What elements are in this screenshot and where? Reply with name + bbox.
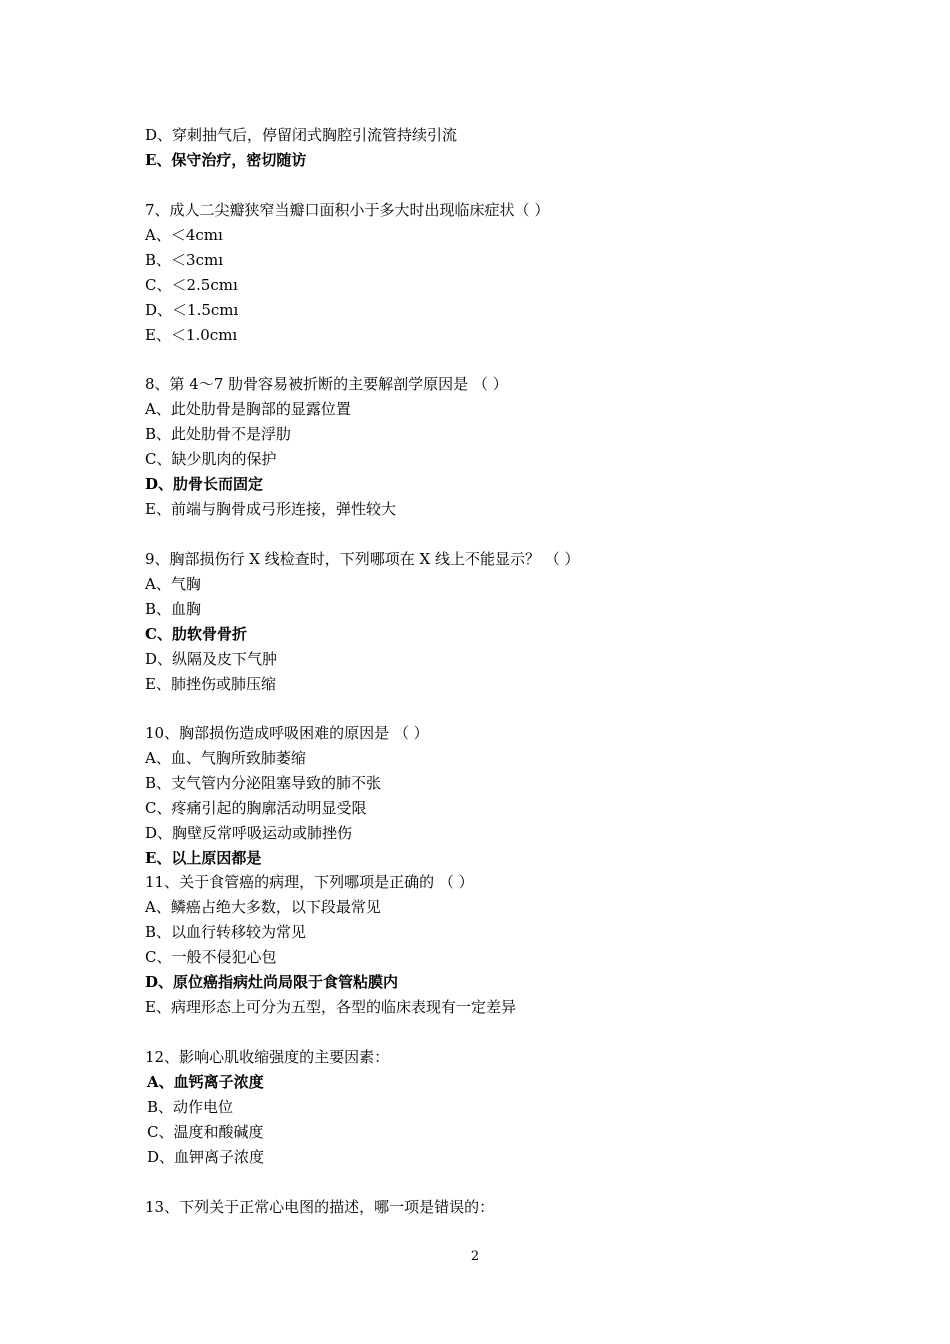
q10-option-b: B、支气管内分泌阻塞导致的肺不张 xyxy=(145,774,382,792)
q11-option-b: B、以血行转移较为常见 xyxy=(145,923,307,941)
q9-option-c-answer: C、肋软骨骨折 xyxy=(145,625,247,643)
q11-option-a: A、鳞癌占绝大多数，以下段最常见 xyxy=(145,898,381,916)
q11-stem: 11、关于食管癌的病理，下列哪项是正确的 （ ） xyxy=(145,873,474,891)
q8-option-e: E、前端与胸骨成弓形连接，弹性较大 xyxy=(145,500,396,518)
q7-option-a: A、＜4cmı xyxy=(145,226,223,244)
q12-option-c: C、温度和酸碱度 xyxy=(147,1123,264,1141)
q8-option-b: B、此处肋骨不是浮肋 xyxy=(145,425,292,443)
q9-option-a: A、气胸 xyxy=(145,575,201,593)
q8-option-c: C、缺少肌肉的保护 xyxy=(145,450,277,468)
q10-stem: 10、胸部损伤造成呼吸困难的原因是 （ ） xyxy=(145,724,429,742)
q7-option-e: E、＜1.0cmı xyxy=(145,326,238,344)
q7-option-c: C、＜2.5cmı xyxy=(145,276,238,294)
q10-option-e-answer: E、以上原因都是 xyxy=(145,849,262,867)
q12-option-d: D、血钾离子浓度 xyxy=(147,1148,265,1166)
q8-stem: 8、第 4～7 肋骨容易被折断的主要解剖学原因是 （ ） xyxy=(145,375,508,393)
q9-stem: 9、胸部损伤行 X 线检查时，下列哪项在 X 线上不能显示？ （ ） xyxy=(145,550,580,568)
q10-option-a: A、血、气胸所致肺萎缩 xyxy=(145,749,306,767)
q11-option-e: E、病理形态上可分为五型，各型的临床表现有一定差异 xyxy=(145,998,516,1016)
q12-stem: 12、影响心肌收缩强度的主要因素： xyxy=(145,1048,390,1066)
q10-option-c: C、疼痛引起的胸廓活动明显受限 xyxy=(145,799,367,817)
q8-option-d-answer: D、肋骨长而固定 xyxy=(145,475,264,493)
q9-option-e: E、肺挫伤或肺压缩 xyxy=(145,675,276,693)
q8-option-a: A、此处肋骨是胸部的显露位置 xyxy=(145,400,351,418)
q10-option-d: D、胸壁反常呼吸运动或肺挫伤 xyxy=(145,824,353,842)
q9-option-d: D、纵隔及皮下气肿 xyxy=(145,650,278,668)
q12-option-a-answer: A、血钙离子浓度 xyxy=(147,1073,264,1091)
q12-option-b: B、动作电位 xyxy=(147,1098,234,1116)
q13-stem: 13、下列关于正常心电图的描述，哪一项是错误的： xyxy=(145,1198,495,1216)
q7-option-b: B、＜3cmı xyxy=(145,251,223,269)
q7-option-d: D、＜1.5cmı xyxy=(145,301,239,319)
q6-option-e-answer: E、保守治疗，密切随访 xyxy=(145,151,307,169)
q6-option-d: D、穿刺抽气后，停留闭式胸腔引流管持续引流 xyxy=(145,126,458,144)
q9-option-b: B、血胸 xyxy=(145,600,202,618)
q11-option-d-answer: D、原位癌指病灶尚局限于食管粘膜内 xyxy=(145,973,399,991)
q11-option-c: C、一般不侵犯心包 xyxy=(145,948,277,966)
page-number: 2 xyxy=(470,1249,480,1264)
q7-stem: 7、成人二尖瓣狭窄当瓣口面积小于多大时出现临床症状（ ） xyxy=(145,201,550,219)
